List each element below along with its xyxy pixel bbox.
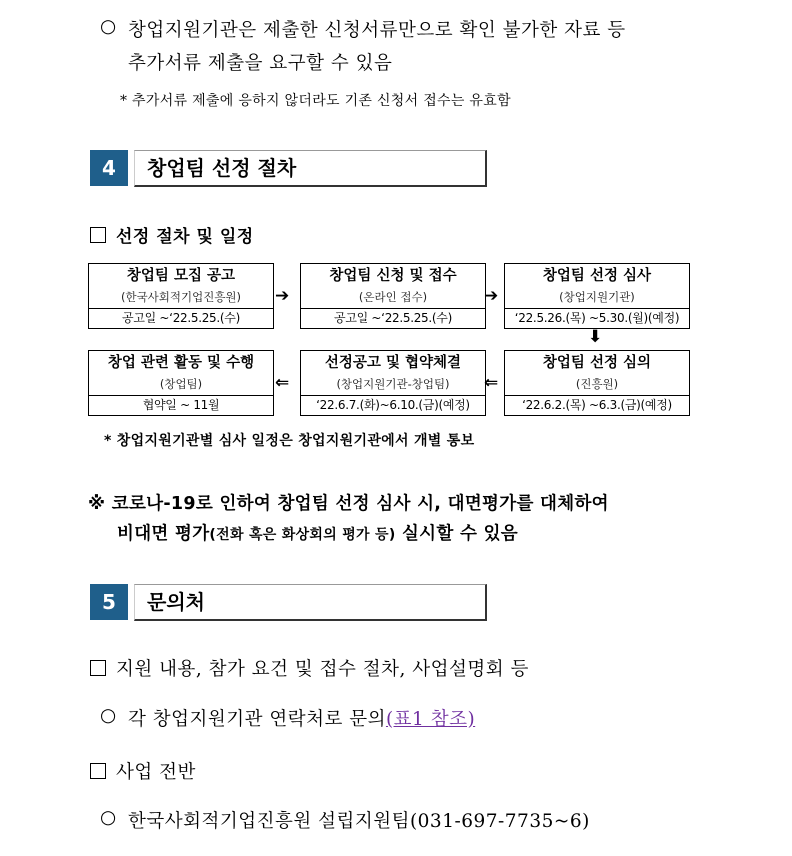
step-box-activity [88, 350, 274, 416]
section-5-title-bar [134, 584, 487, 621]
intro-line-1: 창업지원기관은 제출한 신청서류만으로 확인 불가한 자료 등 [128, 20, 626, 41]
step-sub: (창업지원기관-창업팀) [336, 377, 450, 391]
contact-item-2-bullet: ○ [100, 807, 117, 828]
step-title: 창업팀 선정 심의 [542, 355, 652, 371]
step-sub: (한국사회적기업진흥원) [120, 290, 242, 304]
checkbox-icon [90, 227, 106, 243]
contact-item-1 [90, 655, 529, 681]
contact-item-2-sub: 한국사회적기업진흥원 설립지원팀(031-697-7735~6) [128, 811, 590, 832]
step-box-application [300, 263, 486, 329]
step-title: 선정공고 및 협약체결 [324, 355, 462, 371]
arrow-right-icon: ➔ [484, 286, 499, 306]
contact-item-1-text: 지원 내용, 참가 요건 및 접수 절차, 사업설명회 등 [116, 659, 529, 680]
step-title: 창업 관련 활동 및 수행 [107, 355, 255, 371]
section-4-title: 창업팀 선정 절차 [147, 156, 297, 180]
step-sub: (창업지원기관) [559, 290, 635, 304]
step-box-agreement [300, 350, 486, 416]
step-box-deliberation [504, 350, 690, 416]
covid-warning-line-1 [88, 490, 609, 515]
step-title: 창업팀 신청 및 접수 [329, 268, 457, 284]
arrow-left-icon: ⇐ [484, 373, 499, 393]
step-title: 창업팀 모집 공고 [126, 268, 236, 284]
step-date: ‘22.6.2.(목) ~6.3.(금)(예정) [505, 395, 689, 415]
step-date: 공고일 ~‘22.5.25.(수) [89, 308, 273, 328]
covid-warning-line-2 [117, 520, 518, 545]
warning-text-1: 코로나-19로 인하여 창업팀 선정 심사 시, 대면평가를 대체하여 [111, 494, 609, 514]
intro-note: * 추가서류 제출에 응하지 않더라도 기존 신청서 접수는 유효함 [120, 93, 511, 109]
selection-subheading [90, 222, 254, 247]
section-4-number: 4 [90, 150, 128, 186]
section-5-header [90, 584, 486, 620]
schedule-note: * 창업지원기관별 심사 일정은 창업지원기관에서 개별 통보 [104, 433, 475, 449]
intro-line-2: 추가서류 제출을 요구할 수 있음 [128, 53, 393, 74]
warning-text-2a: 비대면 평가 [117, 524, 210, 544]
section-5-title: 문의처 [147, 590, 205, 614]
section-4-header [90, 150, 486, 186]
intro-bullet: ○ [100, 16, 117, 37]
contact-item-1-sub-text: 각 창업지원기관 연락처로 문의 [128, 709, 386, 730]
step-date: ‘22.5.26.(목) ~5.30.(월)(예정) [505, 308, 689, 328]
contact-item-2 [90, 758, 196, 784]
arrow-right-icon: ➔ [275, 286, 290, 306]
step-sub: (온라인 접수) [358, 290, 428, 304]
selection-subheading-text: 선정 절차 및 일정 [116, 227, 254, 247]
contact-item-1-sub [128, 705, 475, 731]
step-date: 공고일 ~‘22.5.25.(수) [301, 308, 485, 328]
arrow-left-icon: ⇐ [275, 373, 290, 393]
table-reference-link[interactable]: (표1 참조) [385, 709, 476, 730]
step-sub: (창업팀) [159, 377, 203, 391]
warning-text-2c: 실시할 수 있음 [395, 524, 518, 544]
section-5-number: 5 [90, 584, 128, 620]
step-date: ‘22.6.7.(화)~6.10.(금)(예정) [301, 395, 485, 415]
warning-text-2b: (전화 혹은 화상회의 평가 등) [209, 527, 396, 543]
step-box-review [504, 263, 690, 329]
arrow-down-icon: ⬇ [588, 327, 603, 347]
step-box-announcement [88, 263, 274, 329]
checkbox-icon [90, 660, 106, 676]
contact-item-2-text: 사업 전반 [116, 762, 196, 783]
checkbox-icon [90, 763, 106, 779]
step-sub: (진흥원) [575, 377, 619, 391]
step-title: 창업팀 선정 심사 [542, 268, 652, 284]
step-date: 협약일 ~ 11월 [89, 395, 273, 415]
contact-item-1-bullet: ○ [100, 705, 117, 726]
section-4-title-bar [134, 150, 487, 187]
reference-mark: ※ [88, 494, 106, 514]
